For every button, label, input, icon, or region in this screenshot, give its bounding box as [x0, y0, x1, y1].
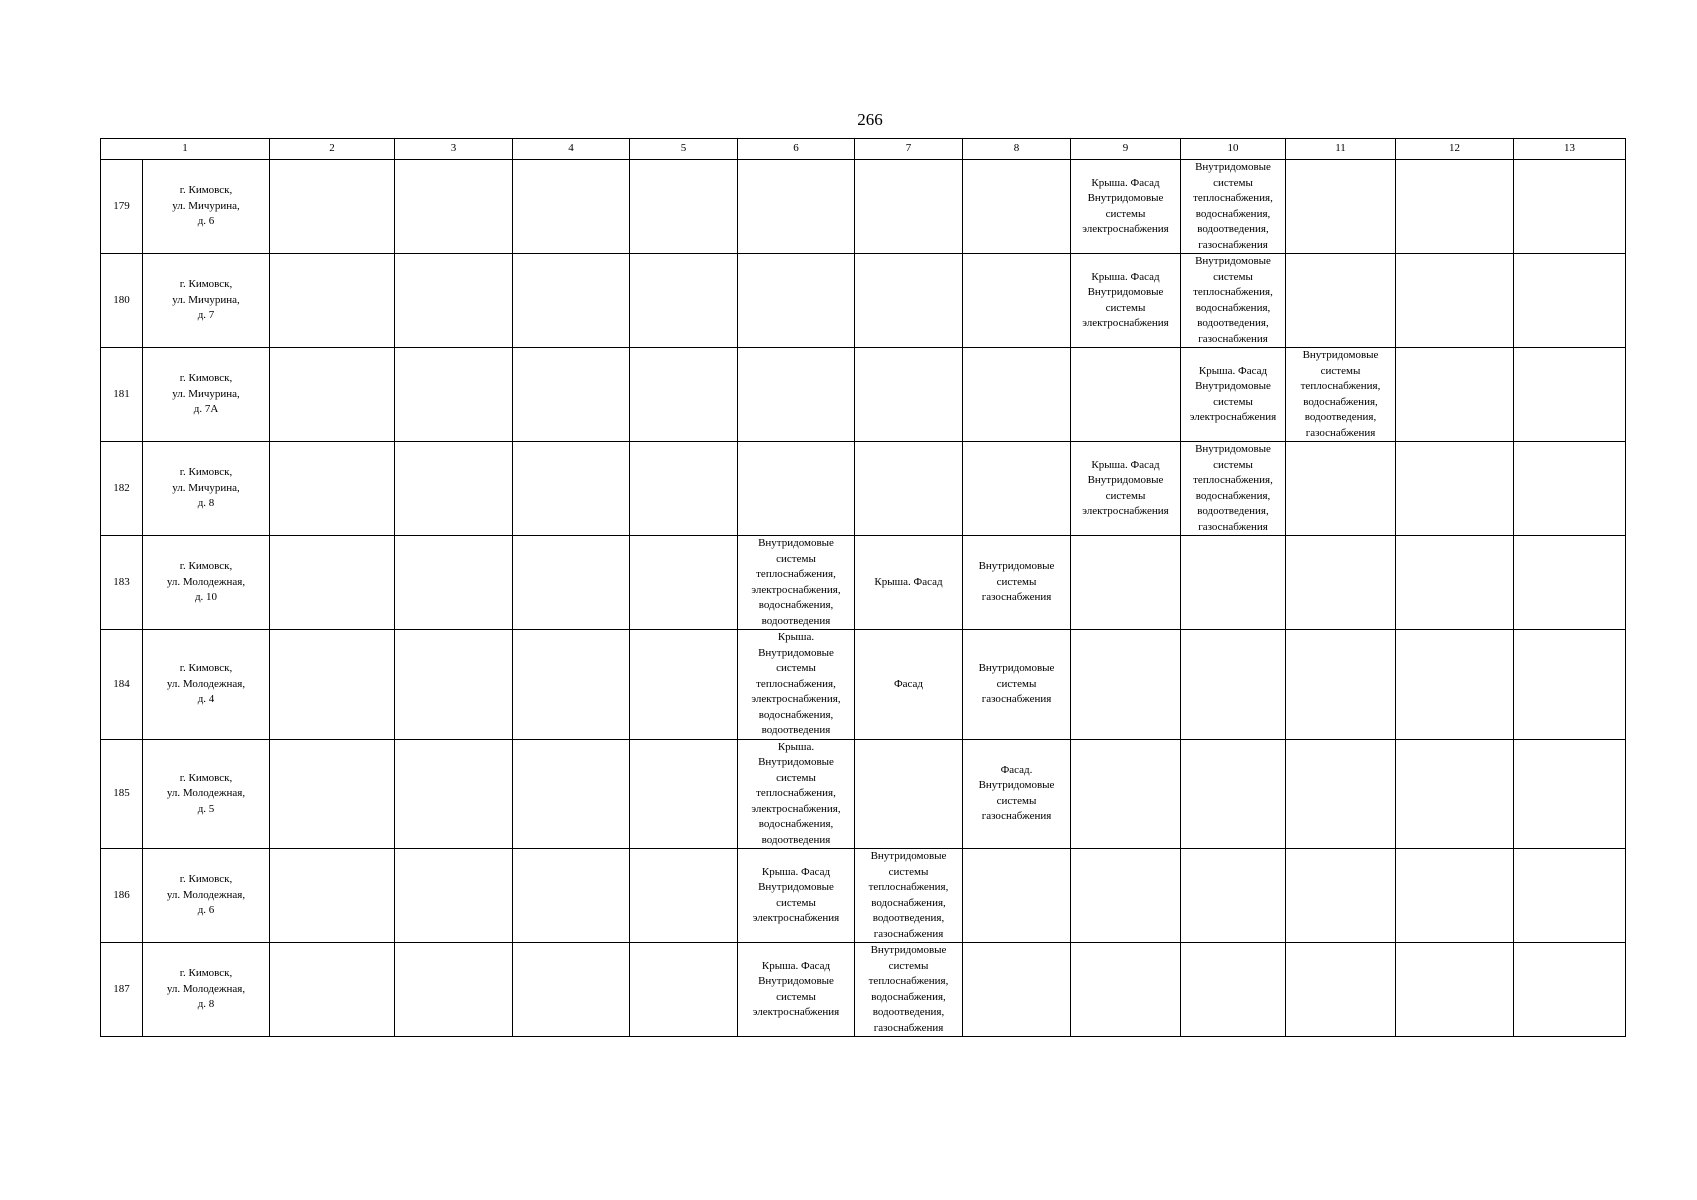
table-row — [101, 739, 1626, 849]
cell-col-13 — [1514, 943, 1626, 1037]
cell-col-4 — [513, 943, 630, 1037]
work-text-line: теплоснабжения, — [1193, 192, 1273, 204]
cell-col-7 — [855, 630, 963, 740]
row-number: 180 — [101, 254, 143, 348]
work-text-line: электроснабжения, — [751, 583, 841, 596]
work-text-line: системы — [1105, 301, 1146, 314]
address-line: ул. Мичурина, — [172, 293, 240, 306]
cell-col-10 — [1181, 254, 1286, 348]
cell-col-12 — [1396, 254, 1514, 348]
work-text-line: системы — [888, 865, 929, 878]
address-line: г. Кимовск, — [179, 372, 233, 385]
cell-col-10 — [1181, 943, 1286, 1037]
cell-col-2 — [270, 943, 395, 1037]
cell-col-6 — [738, 943, 855, 1037]
cell-col-13 — [1514, 536, 1626, 630]
address-line: д. 8 — [197, 497, 215, 510]
address-cell — [143, 849, 270, 943]
work-text-line: системы — [1320, 364, 1361, 377]
work-text-line: газоснабжения — [873, 1021, 944, 1034]
work-text-line: системы — [888, 959, 929, 972]
address-line: д. 7 — [197, 309, 215, 322]
work-text-line: Внутридомовые — [758, 756, 834, 768]
work-text-line: Внутридомовые — [1195, 443, 1271, 455]
cell-col-2 — [270, 348, 395, 442]
table-row — [101, 254, 1626, 348]
work-text-line: Фасад. — [1000, 763, 1033, 776]
cell-col-6 — [738, 442, 855, 536]
address-line: ул. Молодежная, — [166, 787, 246, 799]
work-text-line: водоснабжения, — [871, 896, 946, 909]
work-text-line: системы — [1213, 270, 1253, 283]
work-text-line: газоснабжения — [981, 591, 1052, 604]
cell-col-11 — [1286, 160, 1396, 254]
cell-col-10 — [1181, 630, 1286, 740]
address-cell — [143, 630, 270, 740]
cell-col-7 — [855, 160, 963, 254]
cell-col-6 — [738, 254, 855, 348]
cell-col-10 — [1181, 849, 1286, 943]
address-line: ул. Молодежная, — [166, 888, 246, 901]
cell-col-11 — [1286, 739, 1396, 849]
cell-col-3 — [395, 536, 513, 630]
cell-col-3 — [395, 943, 513, 1037]
cell-col-7 — [855, 943, 963, 1037]
column-header-7: 7 — [855, 139, 963, 160]
address-line: ул. Мичурина, — [172, 481, 240, 494]
cell-col-3 — [395, 849, 513, 943]
work-text-line: теплоснабжения, — [756, 677, 836, 690]
work-text-line: системы — [1213, 395, 1253, 408]
work-text-line: электроснабжения — [1082, 505, 1169, 517]
address-line: г. Кимовск, — [179, 662, 233, 674]
work-text-line: системы — [776, 662, 816, 674]
work-text-line: Внутридомовые — [758, 881, 834, 893]
cell-col-8 — [963, 739, 1071, 849]
cell-col-13 — [1514, 348, 1626, 442]
cell-col-6 — [738, 348, 855, 442]
cell-col-3 — [395, 160, 513, 254]
cell-col-6 — [738, 536, 855, 630]
work-text-line: Крыша. — [777, 740, 815, 753]
work-text-line: Внутридомовые — [870, 944, 947, 956]
column-header-3: 3 — [395, 139, 513, 160]
cell-col-8 — [963, 442, 1071, 536]
address-line: д. 5 — [197, 802, 215, 815]
cell-col-11 — [1286, 254, 1396, 348]
cell-col-8 — [963, 348, 1071, 442]
work-text-line: системы — [1213, 176, 1253, 189]
cell-col-9 — [1071, 348, 1181, 442]
work-text-line: Внутридомовые — [978, 560, 1055, 573]
column-header-2: 2 — [270, 139, 395, 160]
address-line: д. 10 — [194, 591, 218, 604]
address-cell — [143, 943, 270, 1037]
work-text-line: Внутридомовые — [1195, 161, 1271, 173]
work-text-line: Крыша. Фасад — [761, 959, 831, 972]
cell-col-3 — [395, 348, 513, 442]
cell-col-4 — [513, 442, 630, 536]
cell-col-7 — [855, 348, 963, 442]
work-text-line: электроснабжения — [1189, 411, 1277, 423]
work-text-line: Крыша. Фасад — [1091, 458, 1160, 471]
work-text-line: теплоснабжения, — [1300, 380, 1381, 392]
work-text-line: электроснабжения, — [751, 802, 841, 815]
cell-col-9 — [1071, 630, 1181, 740]
column-header-10: 10 — [1181, 139, 1286, 160]
address-line: д. 4 — [197, 693, 215, 705]
work-text-line: системы — [776, 771, 816, 784]
cell-col-4 — [513, 630, 630, 740]
cell-col-13 — [1514, 739, 1626, 849]
table-row — [101, 536, 1626, 630]
cell-col-8 — [963, 160, 1071, 254]
work-text-line: теплоснабжения, — [1193, 474, 1273, 486]
work-text-line: водоснабжения, — [758, 599, 834, 611]
work-text-line: водоотведения, — [1304, 411, 1377, 423]
address-cell — [143, 348, 270, 442]
row-number: 183 — [101, 536, 143, 630]
work-text-line: Крыша. Фасад — [1091, 176, 1160, 189]
column-header-12: 12 — [1396, 139, 1514, 160]
work-text-line: водоснабжения, — [1195, 207, 1271, 220]
cell-col-2 — [270, 849, 395, 943]
work-text-line: Крыша. Фасад — [1091, 270, 1160, 283]
cell-col-5 — [630, 849, 738, 943]
table-row — [101, 348, 1626, 442]
address-line: ул. Мичурина, — [172, 199, 240, 212]
work-text-line: водоотведения — [761, 833, 831, 846]
address-line: ул. Молодежная, — [166, 677, 246, 690]
work-text-line: водоснабжения, — [1195, 301, 1271, 314]
repair-schedule-table — [100, 138, 1626, 1037]
work-text-line: водоотведения, — [1197, 317, 1269, 329]
work-text-line: водоотведения, — [872, 1006, 945, 1018]
cell-col-9 — [1071, 943, 1181, 1037]
address-cell — [143, 442, 270, 536]
column-header-11: 11 — [1286, 139, 1396, 160]
row-number: 187 — [101, 943, 143, 1037]
work-text-line: Крыша. Фасад — [1198, 364, 1268, 377]
cell-col-2 — [270, 536, 395, 630]
work-text-line: электроснабжения — [1082, 223, 1169, 235]
cell-col-9 — [1071, 849, 1181, 943]
work-text-line: системы — [1105, 489, 1146, 502]
row-number: 181 — [101, 348, 143, 442]
work-text-line: теплоснабжения, — [868, 881, 949, 893]
work-text-line: системы — [996, 677, 1037, 690]
cell-col-4 — [513, 849, 630, 943]
cell-col-4 — [513, 348, 630, 442]
address-line: г. Кимовск, — [179, 873, 233, 886]
cell-col-2 — [270, 160, 395, 254]
column-header-5: 5 — [630, 139, 738, 160]
work-text-line: электроснабжения, — [751, 693, 841, 705]
work-text-line: водоснабжения, — [758, 818, 834, 830]
work-text-line: системы — [1105, 207, 1146, 220]
page-number: 266 — [857, 110, 883, 129]
column-header-1: 1 — [101, 139, 270, 160]
work-text-line: теплоснабжения, — [756, 568, 836, 580]
address-line: д. 7А — [193, 403, 219, 416]
work-text-line: газоснабжения — [1198, 520, 1268, 533]
work-text-line: Внутридомовые — [1302, 349, 1379, 361]
cell-col-2 — [270, 254, 395, 348]
cell-col-11 — [1286, 442, 1396, 536]
cell-col-4 — [513, 254, 630, 348]
cell-col-8 — [963, 254, 1071, 348]
address-cell — [143, 254, 270, 348]
column-header-8: 8 — [963, 139, 1071, 160]
work-text-line: водоотведения — [761, 614, 831, 627]
address-line: г. Кимовск, — [179, 278, 233, 291]
header-row — [101, 139, 1626, 160]
work-text-line: Внутридомовые — [1195, 255, 1271, 267]
address-cell — [143, 536, 270, 630]
cell-col-9 — [1071, 160, 1181, 254]
table-row — [101, 442, 1626, 536]
work-text-line: системы — [776, 552, 816, 565]
work-text-line: Внутридомовые — [758, 646, 834, 659]
cell-col-6 — [738, 630, 855, 740]
cell-col-5 — [630, 739, 738, 849]
cell-col-13 — [1514, 254, 1626, 348]
work-text-line: газоснабжения — [1198, 332, 1268, 345]
cell-col-11 — [1286, 536, 1396, 630]
cell-col-13 — [1514, 160, 1626, 254]
cell-col-4 — [513, 160, 630, 254]
work-text-line: теплоснабжения, — [756, 787, 836, 799]
cell-col-10 — [1181, 348, 1286, 442]
table-body — [101, 160, 1626, 1037]
cell-col-9 — [1071, 536, 1181, 630]
work-text-line: водоснабжения, — [758, 708, 834, 721]
address-line: г. Кимовск, — [179, 967, 233, 980]
address-line: г. Кимовск, — [179, 466, 233, 479]
work-text-line: Внутридомовые — [1087, 192, 1164, 204]
table-row — [101, 630, 1626, 740]
work-text-line: водоотведения, — [1197, 505, 1269, 517]
cell-col-4 — [513, 739, 630, 849]
cell-col-7 — [855, 254, 963, 348]
cell-col-9 — [1071, 442, 1181, 536]
cell-col-5 — [630, 536, 738, 630]
work-text-line: Внутридомовые — [978, 662, 1055, 674]
cell-col-12 — [1396, 849, 1514, 943]
address-cell — [143, 739, 270, 849]
work-text-line: водоотведения, — [1197, 223, 1269, 235]
cell-col-5 — [630, 348, 738, 442]
work-text-line: газоснабжения — [1198, 238, 1268, 251]
work-text-line: системы — [996, 575, 1037, 588]
column-header-9: 9 — [1071, 139, 1181, 160]
cell-col-10 — [1181, 160, 1286, 254]
work-text-line: теплоснабжения, — [1193, 286, 1273, 298]
cell-col-3 — [395, 254, 513, 348]
work-text-line: водоснабжения, — [1195, 489, 1271, 502]
cell-col-11 — [1286, 943, 1396, 1037]
work-text-line: Внутридомовые — [870, 850, 947, 862]
work-text-line: газоснабжения — [1305, 426, 1376, 439]
address-line: ул. Молодежная, — [166, 982, 246, 995]
row-number: 186 — [101, 849, 143, 943]
cell-col-5 — [630, 160, 738, 254]
work-text-line: Крыша. Фасад — [874, 575, 943, 588]
work-text-line: электроснабжения — [1082, 317, 1169, 329]
cell-col-10 — [1181, 536, 1286, 630]
work-text-line: Внутридомовые — [758, 975, 834, 987]
work-text-line: водоснабжения, — [1303, 395, 1378, 408]
cell-col-8 — [963, 849, 1071, 943]
work-text-line: электроснабжения — [752, 912, 840, 924]
cell-col-6 — [738, 160, 855, 254]
row-number: 185 — [101, 739, 143, 849]
cell-col-12 — [1396, 442, 1514, 536]
cell-col-11 — [1286, 630, 1396, 740]
cell-col-6 — [738, 739, 855, 849]
cell-col-12 — [1396, 536, 1514, 630]
address-line: г. Кимовск, — [179, 771, 233, 784]
cell-col-7 — [855, 739, 963, 849]
work-text-line: Крыша. — [777, 631, 815, 643]
work-text-line: Внутридомовые — [758, 537, 834, 549]
cell-col-8 — [963, 630, 1071, 740]
work-text-line: газоснабжения — [981, 810, 1052, 823]
row-number: 184 — [101, 630, 143, 740]
cell-col-9 — [1071, 254, 1181, 348]
table-row — [101, 160, 1626, 254]
cell-col-7 — [855, 442, 963, 536]
address-line: ул. Молодежная, — [166, 575, 246, 588]
cell-col-12 — [1396, 348, 1514, 442]
cell-col-3 — [395, 630, 513, 740]
cell-col-11 — [1286, 849, 1396, 943]
work-text-line: Внутридомовые — [1195, 380, 1271, 392]
column-header-6: 6 — [738, 139, 855, 160]
address-line: д. 6 — [197, 904, 215, 917]
cell-col-5 — [630, 943, 738, 1037]
cell-col-2 — [270, 739, 395, 849]
cell-col-10 — [1181, 739, 1286, 849]
table-row — [101, 849, 1626, 943]
cell-col-5 — [630, 254, 738, 348]
table-row — [101, 943, 1626, 1037]
cell-col-3 — [395, 442, 513, 536]
cell-col-13 — [1514, 630, 1626, 740]
address-line: г. Кимовск, — [179, 560, 233, 573]
work-text-line: Внутридомовые — [978, 779, 1055, 792]
work-text-line: Внутридомовые — [1087, 474, 1164, 486]
address-line: г. Кимовск, — [179, 184, 233, 197]
address-line: д. 8 — [197, 998, 215, 1011]
cell-col-9 — [1071, 739, 1181, 849]
column-header-4: 4 — [513, 139, 630, 160]
address-cell — [143, 160, 270, 254]
work-text-line: Внутридомовые — [1087, 286, 1164, 298]
cell-col-12 — [1396, 943, 1514, 1037]
cell-col-8 — [963, 536, 1071, 630]
cell-col-6 — [738, 849, 855, 943]
work-text-line: системы — [1213, 458, 1253, 471]
cell-col-13 — [1514, 849, 1626, 943]
work-text-line: газоснабжения — [873, 927, 944, 940]
work-text-line: теплоснабжения, — [868, 975, 949, 987]
cell-col-3 — [395, 739, 513, 849]
row-number: 182 — [101, 442, 143, 536]
work-text-line: электроснабжения — [752, 1006, 840, 1018]
cell-col-12 — [1396, 739, 1514, 849]
cell-col-11 — [1286, 348, 1396, 442]
column-header-13: 13 — [1514, 139, 1626, 160]
cell-col-4 — [513, 536, 630, 630]
work-text-line: системы — [776, 896, 816, 909]
cell-col-8 — [963, 943, 1071, 1037]
work-text-line: газоснабжения — [981, 693, 1052, 705]
cell-col-7 — [855, 849, 963, 943]
work-text-line: водоснабжения, — [871, 990, 946, 1003]
cell-col-13 — [1514, 442, 1626, 536]
cell-col-2 — [270, 442, 395, 536]
address-line: д. 6 — [197, 215, 215, 228]
cell-col-5 — [630, 630, 738, 740]
address-line: ул. Мичурина, — [172, 387, 240, 400]
cell-col-10 — [1181, 442, 1286, 536]
row-number: 179 — [101, 160, 143, 254]
work-text-line: Фасад — [893, 677, 924, 690]
cell-col-2 — [270, 630, 395, 740]
work-text-line: системы — [776, 990, 816, 1003]
work-text-line: водоотведения, — [872, 912, 945, 924]
cell-col-12 — [1396, 630, 1514, 740]
cell-col-7 — [855, 536, 963, 630]
cell-col-12 — [1396, 160, 1514, 254]
work-text-line: Крыша. Фасад — [761, 865, 831, 878]
work-text-line: водоотведения — [761, 724, 831, 736]
work-text-line: системы — [996, 794, 1037, 807]
cell-col-5 — [630, 442, 738, 536]
